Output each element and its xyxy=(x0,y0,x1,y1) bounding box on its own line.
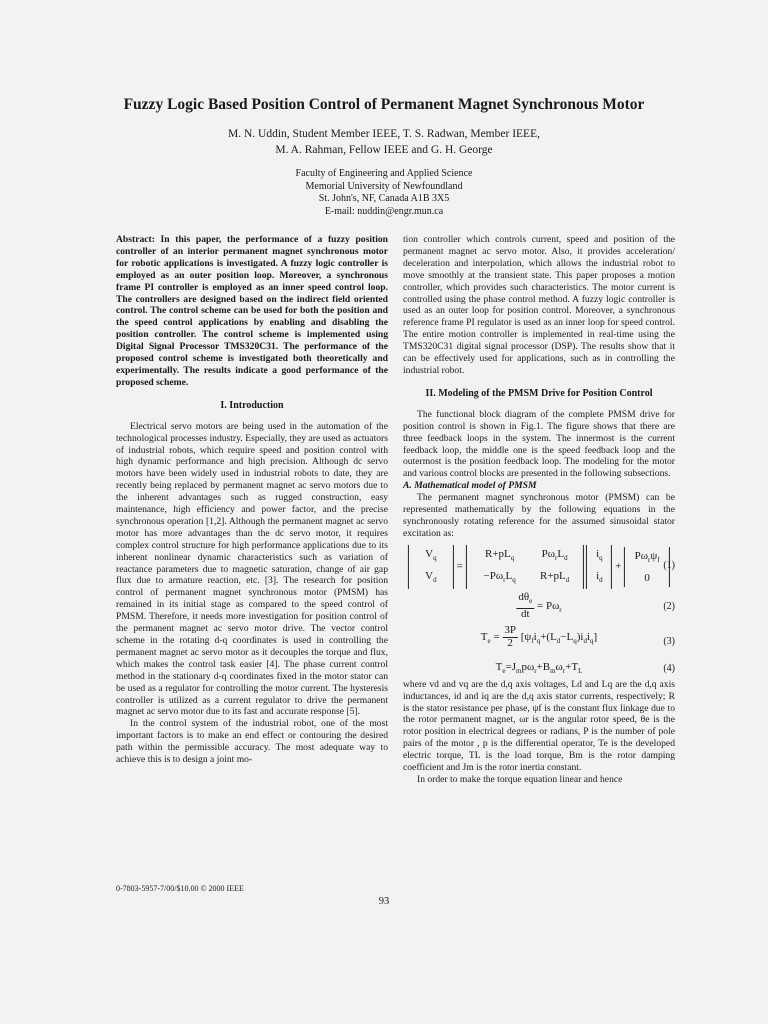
copyright-footer: 0-7803-5957-7/00/$10.00 © 2000 IEEE xyxy=(116,884,244,893)
affiliation-faculty: Faculty of Engineering and Applied Science xyxy=(295,168,473,179)
equation-2-number: (2) xyxy=(663,600,675,612)
right-column xyxy=(403,234,675,786)
equation-4 xyxy=(403,662,675,676)
modeling-paragraph-3: where vd and vq are the d,q axis voltages, Ld and Lq are the d,q axis inductances, id and iq are the d,q axis stator currents, respectively; R is the stator resistance per phase, ψf is the constant flux linkage due to the rotor permanent magnet, ωr is the angular rotor speed, θe is the rotor position in electrical degrees or radians, P is the number of pole pairs of the motor , p is the differential operator, Te is the developed electric torque, TL is the load torque, Bm is the rotor damping coefficient and Jm is the rotor inertia constant. xyxy=(403,678,675,774)
equation-3-body: $T_e$ = $\frac{3P}{2}$ $[\psi_fi_q+(L_d-L_q)i_di_q]$ xyxy=(480,623,598,649)
page-number: 93 xyxy=(378,896,390,907)
intro-continuation: tion controller which controls current, speed and position of the permanent magnet ac servo motor. Also, it provides acceleration/ deceleration and interpolation, which allows the industrial robot to move smoothly at the transient state. This paper proposes a motion controller, which provides such characteristics. The motor current is controlled using the phase control method. A fuzzy logic controller is used as an outer loop for position control. Moreover, a synchronous reference frame PI regulator is used as an inner loop for speed control. The entire motion controller is implemented in real-time using the TMS320C31 digital signal processor (DSP). The results show that it can be effectively used for applications, such as in controlling the industrial robot. xyxy=(403,234,675,376)
affiliation-address: St. John's, NF, Canada A1B 3X5 xyxy=(318,193,450,204)
modeling-paragraph-1: The functional block diagram of the complete PMSM drive for position control is shown in Fig.1. The figure shows that there are three feedback loops in the system. The innermost is the current feedback loop, the middle one is the speed feedback loop and the outermost is the position feedback loop. The modeling for the motor and various control blocks are presented in the following subsections. xyxy=(403,408,675,480)
affiliation-university: Memorial University of Newfoundland xyxy=(305,180,463,192)
section-heading-modeling: II. Modeling of the PMSM Drive for Position Control xyxy=(425,387,653,399)
subsection-heading-model: A. Mathematical model of PMSM xyxy=(403,480,537,492)
voltage-vector: $V_q$ $V_d$ xyxy=(408,545,454,589)
equation-2-body: $\frac{d\theta_e}{dt}$ = $P\omega_r$ xyxy=(518,590,562,620)
equation-2 xyxy=(403,592,675,622)
equation-4-body: $T_e=J_mp\omega_r+B_m\omega_r+T_L$ xyxy=(495,660,583,675)
author-block xyxy=(0,126,768,158)
intro-paragraph-2: In the control system of the industrial robot, one of the most important factors is to make an end effect or contouring the desired path within the permissible accuracy. The most adequate way to achieve this is to design a joint mo- xyxy=(116,718,388,766)
equation-1 xyxy=(403,543,675,589)
affiliation-email: E-mail: nuddin@engr.mun.ca xyxy=(324,205,444,217)
equation-1-body: $V_q$ $V_d$ = $R+pL_q$ $P\omega_rL_d$ $-P\omega_rL_q$ $R+pL_d$ $i_q$ $i_d$ + $P\omega_r\psi_f$ 0 xyxy=(408,545,670,589)
equation-4-number: (4) xyxy=(663,662,675,674)
equation-3-number: (3) xyxy=(663,635,675,647)
current-vector: $i_q$ $i_d$ xyxy=(586,545,612,589)
authors-line-1: M. N. Uddin, Student Member IEEE, T. S. Radwan, Member IEEE, xyxy=(228,128,540,140)
equation-1-number: (1) xyxy=(663,559,675,571)
flux-vector: $P\omega_r\psi_f$ 0 xyxy=(624,547,670,587)
affiliation-block xyxy=(0,168,768,218)
modeling-paragraph-4: In order to make the torque equation linear and hence xyxy=(417,774,623,785)
authors-line-2: M. A. Rahman, Fellow IEEE and G. H. George xyxy=(275,144,493,156)
intro-paragraph-1: Electrical servo motors are being used in the automation of the technological processes industry. Especially, they are used as actuators of industrial robots, which require speed and position control with high dynamic performance and high precision. Although dc servo motors have been widely used in industrial robots to date, they are recently being replaced by permanent magnet ac servo motors due to the inherent advantages such as rugged construction, easy maintenance, high efficiency and power factor, and the precise synchronous operation [1,2]. Although the permanent magnet ac servo motor has more advantages than the dc servo motor, it requires complex control structure for high performance applications due to its inherent nonlinear dynamic characteristics such as variation of reactance parameters due to magnetic saturation, change of air gap flux due to armature reaction, etc. [3]. The research for position control of permanent magnet synchronous motor (PMSM) has remained in its initial stage as compared to the speed control of PMSM. Therefore, it needs more investigation for position control of the permanent magnet ac servo motor drive. The vector control scheme in the rotating d-q coordinates is used in controlling the permanent magnet ac servo motor as it decouples the torque and flux, which makes the control task easier [4]. The phase current control method in the stationary d-q coordinates fixed in the motor stator can be used as a regulator for controlling the motor current. The hysteresis controller is utilized as a current regulator to drive the permanent magnet ac servo motor due to its fast and accurate response [5]. xyxy=(116,420,388,718)
impedance-matrix: $R+pL_q$ $P\omega_rL_d$ $-P\omega_rL_q$ $R+pL_d$ xyxy=(466,545,584,589)
section-heading-introduction: I. Introduction xyxy=(220,399,284,411)
modeling-paragraph-2: The permanent magnet synchronous motor (PMSM) can be represented mathematically by the following equations in the synchronously rotating reference for the assumed sinusoidal stator excitation as: xyxy=(403,492,675,539)
paper-title: Fuzzy Logic Based Position Control of Permanent Magnet Synchronous Motor xyxy=(123,96,645,113)
equation-3 xyxy=(403,625,675,659)
left-column xyxy=(116,234,388,766)
abstract: Abstract: In this paper, the performance of a fuzzy position controller of an interior permanent magnet synchronous motor for robotic applications is investigated. A fuzzy logic controller is employed as an outer position loop. Moreover, a synchronous frame PI controller is employed as an inner speed control loop. The controllers are designed based on the indirect field oriented control. The control scheme can be used for both the position and the speed control applications by enabling and disabling the position controller. The control scheme is implemented using Digital Signal Processor TMS320C31. The performance of the proposed control scheme is investigated both theoretically and experimentally. The results indicate a good performance of the proposed scheme. xyxy=(116,234,388,388)
